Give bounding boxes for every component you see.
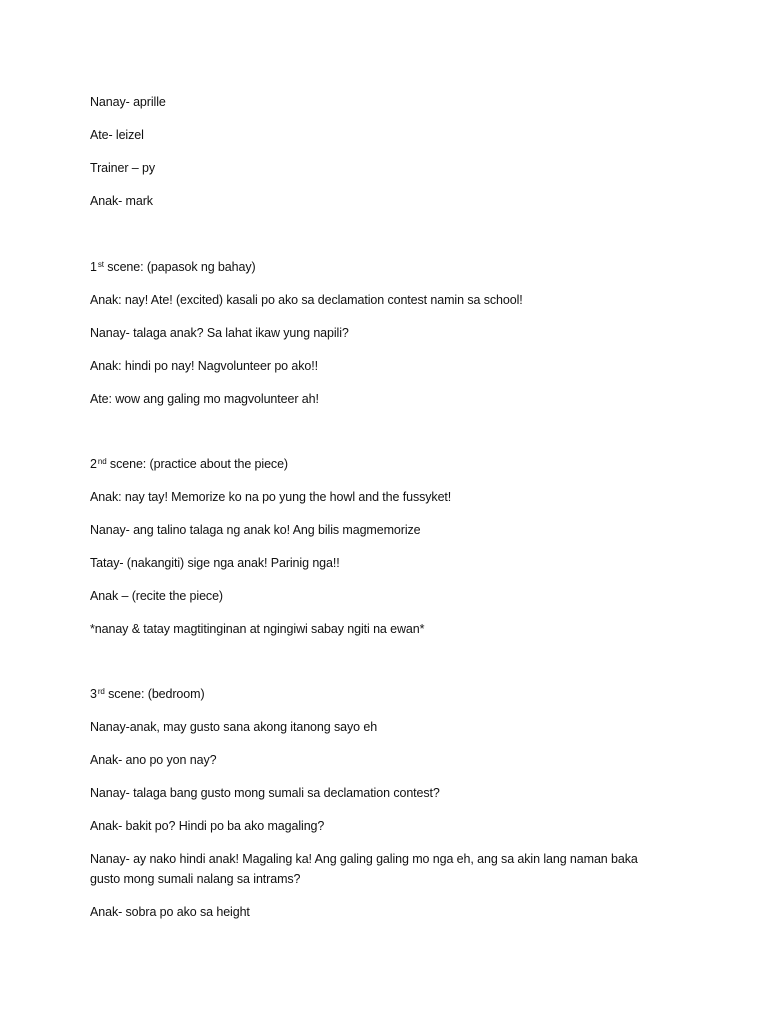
dialogue-line: Nanay- ay nako hindi anak! Magaling ka! Ang galing galing mo nga eh, ang sa akin lang naman baka gusto mong sumali nalang sa intrams? xyxy=(90,852,638,886)
ordinal-suffix: rd xyxy=(97,687,105,697)
dialogue-line: Anak: nay tay! Memorize ko na po yung the howl and the fussyket! xyxy=(90,490,452,504)
scene-heading-text: scene: (bedroom) xyxy=(104,687,205,701)
ordinal-suffix: st xyxy=(97,260,104,270)
dialogue-line: Anak- ano po yon nay? xyxy=(90,753,217,767)
dialogue-line: Nanay- talaga anak? Sa lahat ikaw yung napili? xyxy=(90,326,349,340)
cast-line: Nanay- aprille xyxy=(90,95,166,109)
dialogue-line: Anak: nay! Ate! (excited) kasali po ako sa declamation contest namin sa school! xyxy=(90,293,523,307)
scene-heading xyxy=(90,256,650,278)
dialogue-line: Tatay- (nakangiti) sige nga anak! Parinig nga!! xyxy=(90,556,340,570)
dialogue-line: Anak – (recite the piece) xyxy=(90,589,223,603)
dialogue-line: Anak- sobra po ako sa height xyxy=(90,905,250,919)
ordinal-suffix: nd xyxy=(97,457,107,467)
cast-line: Trainer – py xyxy=(90,161,156,175)
dialogue-line: Nanay-anak, may gusto sana akong itanong sayo eh xyxy=(90,720,378,734)
scene-number: 1 xyxy=(90,260,97,274)
scene-heading-text: scene: (practice about the piece) xyxy=(106,457,288,471)
cast-line: Ate- leizel xyxy=(90,128,144,142)
stage-direction: *nanay & tatay magtitinginan at ngingiwi sabay ngiti na ewan* xyxy=(90,622,425,636)
scene-heading-text: scene: (papasok ng bahay) xyxy=(103,260,256,274)
dialogue-line: Anak: hindi po nay! Nagvolunteer po ako!! xyxy=(90,359,318,373)
scene-number: 2 xyxy=(90,457,97,471)
dialogue-line: Nanay- talaga bang gusto mong sumali sa declamation contest? xyxy=(90,786,440,800)
scene-heading xyxy=(90,453,650,475)
scene-number: 3 xyxy=(90,687,97,701)
cast-line: Anak- mark xyxy=(90,194,153,208)
dialogue-line: Anak- bakit po? Hindi po ba ako magaling? xyxy=(90,819,325,833)
dialogue-line: Ate: wow ang galing mo magvolunteer ah! xyxy=(90,392,319,406)
scene-heading xyxy=(90,683,650,705)
dialogue-line: Nanay- ang talino talaga ng anak ko! Ang bilis magmemorize xyxy=(90,523,421,537)
